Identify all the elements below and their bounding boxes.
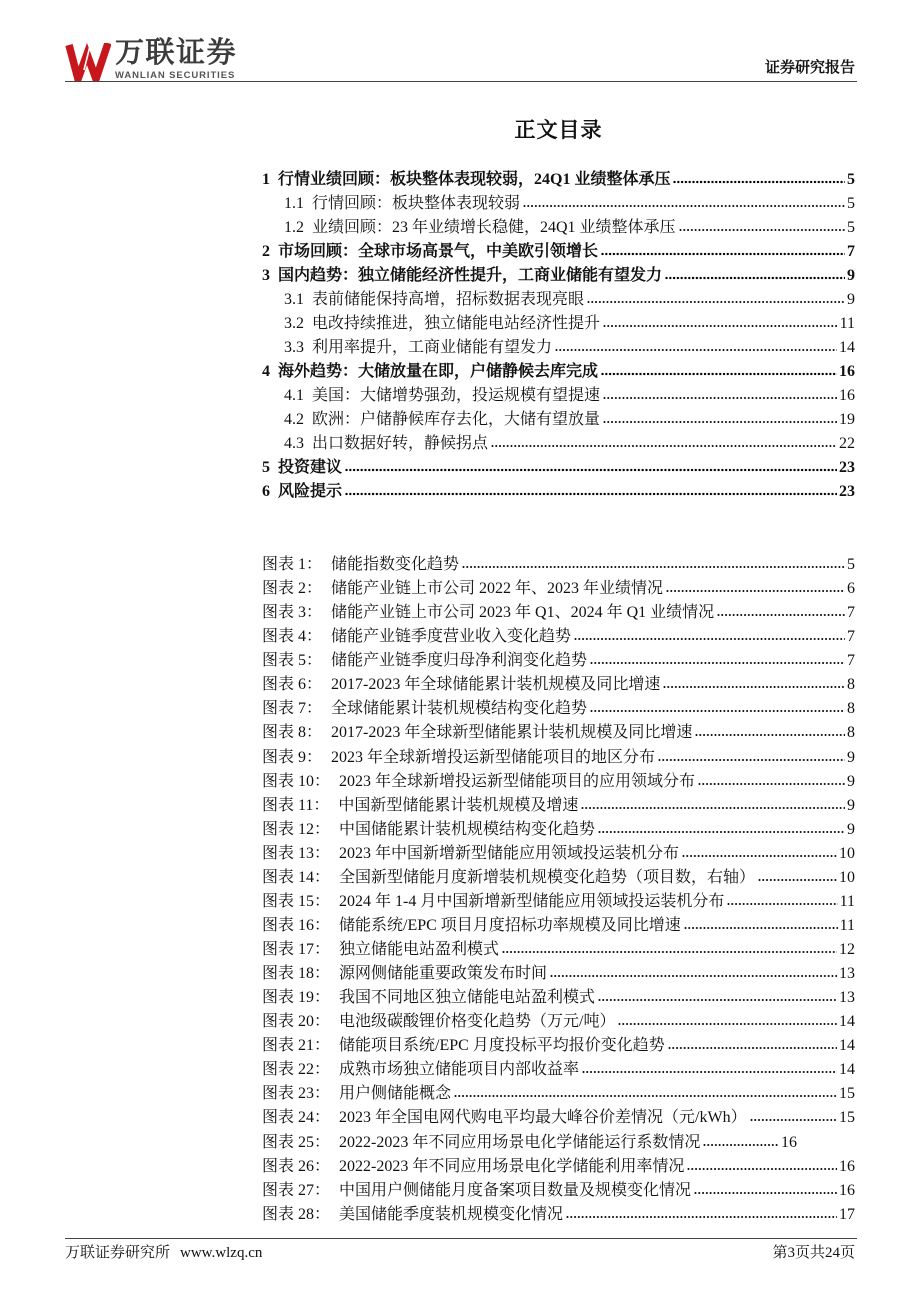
figure-entry-title: 我国不同地区独立储能电站盈利模式	[339, 989, 596, 1007]
figure-entry-page: 14	[839, 1037, 855, 1055]
figure-entry-page: 17	[839, 1205, 855, 1223]
figure-entry-page: 9	[847, 796, 855, 814]
toc-entry-page: 23	[839, 483, 855, 500]
figure-entry-label: 图表 7：	[262, 700, 323, 718]
dot-leader	[345, 468, 837, 472]
figure-entry-label: 图表 24：	[262, 1109, 331, 1127]
figure-entry[interactable]	[262, 1203, 855, 1227]
toc-entry-number: 3	[262, 267, 270, 284]
toc-title: 正文目录	[514, 118, 603, 142]
toc-entry-number: 4.3	[284, 435, 304, 452]
footer-divider	[65, 1238, 857, 1239]
figure-entry-page: 8	[847, 724, 855, 742]
figure-entry[interactable]	[262, 962, 855, 986]
dot-leader	[345, 492, 837, 496]
figure-entry-label: 图表 16：	[262, 916, 331, 934]
figure-entry[interactable]	[262, 818, 855, 842]
figure-entry-title: 用户侧储能概念	[339, 1085, 452, 1103]
figure-entry-label: 图表 27：	[262, 1181, 331, 1199]
figure-entry[interactable]	[262, 1179, 855, 1203]
figure-entry-label: 图表 1：	[262, 556, 323, 573]
toc-entry-number: 2	[262, 243, 270, 260]
toc-entry-number: 3.3	[284, 339, 304, 356]
figure-entry-title: 储能产业链季度营业收入变化趋势	[331, 628, 572, 646]
figure-entry-title: 储能产业链季度归母净利润变化趋势	[331, 652, 588, 670]
figure-entry-page: 7	[847, 604, 855, 622]
figure-entry-page: 16	[781, 1133, 797, 1151]
figure-entry-page: 14	[839, 1013, 855, 1031]
figure-entry[interactable]	[262, 1082, 855, 1106]
figure-entry-label: 图表 19：	[262, 989, 331, 1007]
dot-leader	[679, 228, 845, 232]
toc-entry[interactable]	[262, 240, 855, 264]
figure-entry-title: 全球储能累计装机规模结构变化趋势	[331, 700, 588, 718]
toc-entry[interactable]	[262, 456, 855, 480]
toc-entry-title: 风险提示	[278, 483, 343, 500]
dot-leader	[598, 830, 845, 834]
figure-entry-label: 图表 22：	[262, 1061, 331, 1079]
dot-leader	[502, 950, 837, 954]
dot-leader	[587, 300, 845, 304]
toc-entry-title: 美国：大储增势强劲，投运规模有望提速	[312, 387, 601, 404]
figure-entry-page: 7	[847, 652, 855, 670]
dot-leader	[668, 1046, 837, 1050]
figure-entry-title: 2022-2023 年不同应用场景电化学储能运行系数情况	[339, 1133, 701, 1151]
dot-leader	[694, 1191, 837, 1195]
figure-entry-page: 13	[839, 965, 855, 983]
figure-entry-page: 8	[847, 676, 855, 694]
dot-leader	[750, 1118, 837, 1122]
figure-entry[interactable]	[262, 721, 855, 745]
toc-entry[interactable]	[262, 288, 855, 312]
figure-entry-page: 8	[847, 700, 855, 718]
figure-entry-page: 11	[839, 892, 855, 910]
dot-leader	[603, 420, 837, 424]
dot-leader	[603, 324, 838, 328]
toc-entry-number: 1.1	[284, 195, 304, 212]
dot-leader	[658, 758, 845, 762]
toc-entry-title: 出口数据好转，静候拐点	[312, 435, 489, 452]
toc-entry[interactable]	[262, 384, 855, 408]
figure-entry[interactable]	[262, 986, 855, 1010]
toc-entry-page: 19	[839, 411, 855, 428]
figure-entry-label: 图表 17：	[262, 941, 331, 958]
dot-leader	[666, 589, 845, 593]
toc-entry-page: 22	[839, 435, 855, 452]
report-type-label: 证券研究报告	[764, 60, 855, 76]
figure-entry-page: 16	[839, 1181, 855, 1199]
figure-entry[interactable]	[262, 938, 855, 962]
toc-entry-title: 利用率提升，工商业储能有望发力	[312, 339, 553, 356]
toc-entry-number: 5	[262, 459, 270, 476]
header-divider	[65, 81, 857, 82]
dot-leader	[695, 733, 845, 737]
figure-entry[interactable]	[262, 866, 855, 890]
figure-entry-title: 美国储能季度装机规模变化情况	[339, 1205, 564, 1223]
dot-leader	[682, 854, 837, 858]
figure-entry-title: 储能项目系统/EPC 月度投标平均报价变化趋势	[339, 1037, 665, 1055]
toc-entry-title: 电改持续推进，独立储能电站经济性提升	[312, 315, 601, 332]
toc-entry-number: 4.1	[284, 387, 304, 404]
toc-entry-page: 16	[839, 387, 855, 404]
dot-leader	[727, 902, 837, 906]
dot-leader	[581, 806, 845, 810]
figure-entry-label: 图表 5：	[262, 652, 323, 670]
toc-entry[interactable]	[262, 168, 855, 192]
figure-entry-page: 7	[847, 628, 855, 646]
toc-entry-page: 7	[847, 243, 855, 260]
figure-list	[262, 553, 855, 1227]
dot-leader	[687, 1167, 837, 1171]
dot-leader	[582, 1070, 837, 1074]
figure-entry[interactable]	[262, 1058, 855, 1082]
figure-entry-title: 储能系统/EPC 项目月度招标功率规模及同比增速	[339, 916, 681, 934]
toc-entry-page: 5	[847, 171, 855, 188]
toc-entry-number: 6	[262, 483, 270, 500]
figure-entry-label: 图表 14：	[262, 868, 331, 886]
figure-entry-title: 2023 年全球新增投运新型储能项目的地区分布	[331, 748, 656, 766]
figure-entry-page: 9	[847, 820, 855, 838]
figure-entry-title: 独立储能电站盈利模式	[339, 941, 500, 958]
figure-entry-label: 图表 2：	[262, 580, 323, 598]
toc-list	[262, 168, 855, 504]
logo-name-en: WANLIAN SECURITIES	[115, 70, 236, 81]
dot-leader	[555, 348, 837, 352]
figure-entry[interactable]	[262, 842, 855, 866]
toc-entry[interactable]	[262, 360, 855, 384]
toc-entry[interactable]	[262, 192, 855, 216]
footer-source	[65, 1244, 262, 1262]
figure-entry-page: 9	[847, 748, 855, 766]
toc-entry-number: 1.2	[284, 219, 304, 236]
figure-entry-page: 12	[839, 941, 855, 958]
toc-entry-title: 国内趋势：独立储能经济性提升，工商业储能有望发力	[278, 267, 663, 284]
dot-leader	[665, 276, 845, 280]
figure-entry-title: 储能产业链上市公司 2022 年、2023 年业绩情况	[331, 580, 664, 598]
toc-entry-number: 4.2	[284, 411, 304, 428]
toc-entry-page: 16	[839, 363, 855, 380]
figure-entry-title: 2023 年中国新增新型储能应用领域投运装机分布	[339, 844, 680, 862]
toc-entry-title: 投资建议	[278, 459, 343, 476]
toc-entry-page: 23	[839, 459, 855, 476]
dot-leader	[673, 180, 845, 184]
dot-leader	[601, 372, 837, 376]
figure-entry-page: 6	[847, 580, 855, 598]
figure-entry-title: 中国用户侧储能月度备案项目数量及规模变化情况	[339, 1181, 692, 1199]
figure-entry-title: 源网侧储能重要政策发布时间	[339, 965, 548, 983]
figure-entry-label: 图表 12：	[262, 820, 331, 838]
toc-entry-page: 14	[839, 339, 855, 356]
figure-entry-title: 2017-2023 年全球储能累计装机规模及同比增速	[331, 676, 661, 694]
figure-entry-label: 图表 23：	[262, 1085, 331, 1103]
figure-entry-title: 电池级碳酸锂价格变化趋势（万元/吨）	[339, 1013, 616, 1031]
figure-entry[interactable]	[262, 625, 855, 649]
figure-entry-label: 图表 11：	[262, 796, 330, 814]
figure-entry-page: 10	[839, 844, 855, 862]
figure-entry-label: 图表 26：	[262, 1157, 331, 1175]
footer-institute: 万联证券研究所	[65, 1245, 171, 1261]
toc-entry-title: 行情业绩回顾：板块整体表现较弱，24Q1 业绩整体承压	[278, 171, 671, 188]
toc-entry[interactable]	[262, 216, 855, 240]
figure-entry-label: 图表 3：	[262, 604, 323, 622]
dot-leader	[462, 565, 845, 569]
figure-entry-title: 中国储能累计装机规模结构变化趋势	[339, 820, 596, 838]
figure-entry-page: 14	[839, 1061, 855, 1079]
dot-leader	[590, 661, 845, 665]
company-logo	[65, 37, 245, 81]
figure-entry[interactable]	[262, 649, 855, 673]
figure-entry[interactable]	[262, 1106, 855, 1130]
figure-entry-title: 2023 年全球新增投运新型储能项目的应用领域分布	[339, 772, 696, 790]
figure-entry-label: 图表 9：	[262, 748, 323, 766]
figure-entry-page: 10	[839, 868, 855, 886]
figure-entry-label: 图表 8：	[262, 724, 323, 742]
toc-entry[interactable]	[262, 336, 855, 360]
dot-leader	[703, 1143, 779, 1147]
toc-entry[interactable]	[262, 432, 855, 456]
figure-entry-label: 图表 13：	[262, 844, 331, 862]
figure-entry-title: 储能产业链上市公司 2023 年 Q1、2024 年 Q1 业绩情况	[331, 604, 715, 622]
figure-entry[interactable]	[262, 1131, 797, 1155]
figure-entry-title: 储能指数变化趋势	[331, 556, 460, 573]
wanlian-w-logo-icon	[65, 43, 111, 81]
toc-entry[interactable]	[262, 480, 855, 504]
toc-entry[interactable]	[262, 312, 855, 336]
figure-entry-label: 图表 25：	[262, 1133, 331, 1151]
footer-website-link[interactable]: www.wlzq.cn	[180, 1245, 263, 1261]
figure-entry[interactable]	[262, 914, 855, 938]
logo-name-cn: 万联证券	[115, 37, 238, 69]
figure-entry[interactable]	[262, 577, 855, 601]
dot-leader	[523, 204, 845, 208]
figure-entry-label: 图表 21：	[262, 1037, 331, 1055]
toc-entry-title: 欧洲：户储静候库存去化，大储有望放量	[312, 411, 601, 428]
dot-leader	[598, 998, 837, 1002]
toc-entry-page: 11	[839, 315, 855, 332]
toc-entry-number: 3.1	[284, 291, 304, 308]
figure-entry-title: 全国新型储能月度新增装机规模变化趋势（项目数，右轴）	[339, 868, 756, 886]
dot-leader	[454, 1094, 837, 1098]
figure-entry[interactable]	[262, 673, 855, 697]
toc-entry-page: 9	[847, 267, 855, 284]
figure-entry-page: 5	[847, 556, 855, 573]
figure-entry-label: 图表 10：	[262, 772, 331, 790]
toc-entry-title: 海外趋势：大储放量在即，户储静候去库完成	[278, 363, 599, 380]
figure-entry[interactable]	[262, 746, 855, 770]
dot-leader	[590, 709, 845, 713]
footer-page-number: 第3页共24页	[772, 1245, 855, 1261]
dot-leader	[550, 974, 837, 978]
toc-entry-number: 1	[262, 171, 270, 188]
figure-entry-title: 2022-2023 年不同应用场景电化学储能利用率情况	[339, 1157, 685, 1175]
toc-entry-page: 5	[847, 219, 855, 236]
dot-leader	[758, 878, 837, 882]
dot-leader	[491, 444, 837, 448]
figure-entry-title: 2023 年全国电网代购电平均最大峰谷价差情况（元/kWh）	[339, 1109, 747, 1127]
figure-entry-page: 11	[839, 916, 855, 934]
figure-entry-page: 13	[839, 989, 855, 1007]
dot-leader	[566, 1215, 837, 1219]
toc-entry-title: 行情回顾：板块整体表现较弱	[312, 195, 521, 212]
figure-entry-label: 图表 18：	[262, 965, 331, 983]
dot-leader	[717, 613, 845, 617]
figure-entry-label: 图表 4：	[262, 628, 323, 646]
dot-leader	[574, 637, 845, 641]
figure-entry[interactable]	[262, 1034, 855, 1058]
toc-entry-title: 表前储能保持高增，招标数据表现亮眼	[312, 291, 585, 308]
figure-entry-title: 成熟市场独立储能项目内部收益率	[339, 1061, 580, 1079]
toc-entry-title: 市场回顾：全球市场高景气，中美欧引领增长	[278, 243, 599, 260]
figure-entry[interactable]	[262, 553, 855, 577]
figure-entry-page: 9	[847, 772, 855, 790]
figure-entry-label: 图表 20：	[262, 1013, 331, 1031]
toc-entry-title: 业绩回顾：23 年业绩增长稳健，24Q1 业绩整体承压	[312, 219, 676, 236]
figure-entry-label: 图表 6：	[262, 676, 323, 694]
dot-leader	[601, 252, 845, 256]
figure-entry-label: 图表 28：	[262, 1205, 331, 1223]
figure-entry-page: 16	[839, 1157, 855, 1175]
figure-entry[interactable]	[262, 697, 855, 721]
dot-leader	[684, 926, 838, 930]
figure-entry-title: 2024 年 1-4 月中国新增新型储能应用领域投运装机分布	[339, 892, 725, 910]
toc-entry-number: 3.2	[284, 315, 304, 332]
figure-entry-page: 15	[839, 1109, 855, 1127]
toc-entry[interactable]	[262, 408, 855, 432]
figure-entry[interactable]	[262, 890, 855, 914]
dot-leader	[603, 396, 837, 400]
figure-entry-label: 图表 15：	[262, 892, 331, 910]
figure-entry[interactable]	[262, 1010, 855, 1034]
dot-leader	[663, 685, 845, 689]
figure-entry[interactable]	[262, 601, 855, 625]
toc-entry-page: 5	[847, 195, 855, 212]
dot-leader	[698, 782, 845, 786]
figure-entry-title: 2017-2023 年全球新型储能累计装机规模及同比增速	[331, 724, 693, 742]
toc-entry-page: 9	[847, 291, 855, 308]
dot-leader	[618, 1022, 837, 1026]
figure-entry[interactable]	[262, 794, 855, 818]
figure-entry-page: 15	[839, 1085, 855, 1103]
figure-entry-title: 中国新型储能累计装机规模及增速	[338, 796, 579, 814]
toc-entry-number: 4	[262, 363, 270, 380]
figure-entry[interactable]	[262, 1155, 855, 1179]
figure-entry[interactable]	[262, 770, 855, 794]
toc-entry[interactable]	[262, 264, 855, 288]
